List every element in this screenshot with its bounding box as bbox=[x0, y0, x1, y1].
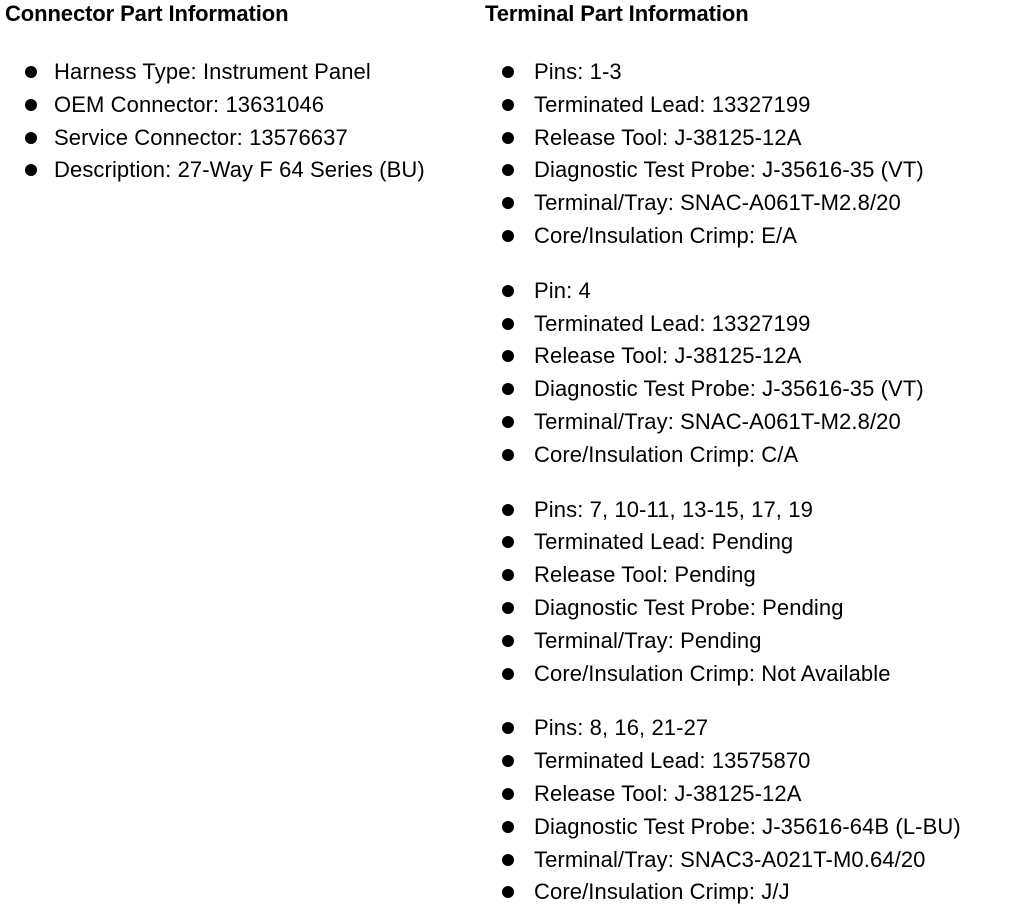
list-item-text: Core/Insulation Crimp: E/A bbox=[534, 222, 798, 248]
bullet-icon bbox=[502, 788, 514, 800]
list-item-text: Release Tool: J-38125-12A bbox=[534, 343, 802, 369]
list-item bbox=[485, 526, 1020, 559]
list-item-text: Diagnostic Test Probe: J-35616-35 (VT) bbox=[534, 376, 924, 402]
list-item bbox=[485, 745, 1020, 778]
list-item-text: Diagnostic Test Probe: J-35616-64B (L-BU) bbox=[534, 813, 961, 839]
list-item bbox=[5, 56, 475, 89]
terminal-group-2 bbox=[485, 275, 1020, 472]
list-item-text: Service Connector: 13576637 bbox=[54, 124, 348, 150]
bullet-icon bbox=[502, 602, 514, 614]
terminal-part-section bbox=[485, 0, 1020, 909]
terminal-group-1 bbox=[485, 56, 1020, 253]
bullet-icon bbox=[502, 230, 514, 242]
connector-part-heading: Connector Part Information bbox=[5, 1, 289, 26]
list-item-text: Terminal/Tray: SNAC-A061T-M2.8/20 bbox=[534, 408, 901, 434]
connector-part-section bbox=[5, 0, 475, 187]
bullet-icon bbox=[502, 755, 514, 767]
list-item bbox=[485, 406, 1020, 439]
bullet-icon bbox=[502, 449, 514, 461]
bullet-icon bbox=[25, 66, 37, 78]
list-item-text: OEM Connector: 13631046 bbox=[54, 91, 325, 117]
bullet-icon bbox=[502, 99, 514, 111]
bullet-icon bbox=[502, 383, 514, 395]
list-item bbox=[485, 494, 1020, 527]
list-item bbox=[485, 658, 1020, 691]
bullet-icon bbox=[502, 66, 514, 78]
terminal-group-3 bbox=[485, 494, 1020, 691]
list-item bbox=[485, 373, 1020, 406]
terminal-part-heading: Terminal Part Information bbox=[485, 1, 749, 26]
list-item-text: Core/Insulation Crimp: C/A bbox=[534, 441, 799, 467]
list-item bbox=[485, 439, 1020, 472]
list-item bbox=[485, 220, 1020, 253]
bullet-icon bbox=[502, 668, 514, 680]
list-item-text: Terminal/Tray: SNAC-A061T-M2.8/20 bbox=[534, 190, 901, 216]
list-item bbox=[5, 122, 475, 155]
list-item-text: Pins: 1-3 bbox=[534, 59, 622, 84]
bullet-icon bbox=[502, 132, 514, 144]
bullet-icon bbox=[25, 164, 37, 176]
list-item-text: Terminated Lead: 13327199 bbox=[534, 91, 811, 117]
bullet-icon bbox=[502, 821, 514, 833]
list-item bbox=[485, 592, 1020, 625]
bullet-icon bbox=[502, 416, 514, 428]
list-item-text: Pins: 8, 16, 21-27 bbox=[534, 715, 709, 741]
bullet-icon bbox=[25, 99, 37, 111]
bullet-icon bbox=[502, 722, 514, 734]
list-item bbox=[485, 844, 1020, 877]
list-item-text: Release Tool: J-38125-12A bbox=[534, 124, 802, 150]
terminal-group-4 bbox=[485, 712, 1020, 909]
list-item bbox=[485, 876, 1020, 909]
list-item-text: Diagnostic Test Probe: Pending bbox=[534, 594, 844, 620]
list-item-text: Core/Insulation Crimp: J/J bbox=[534, 879, 790, 905]
bullet-icon bbox=[502, 569, 514, 581]
list-item-text: Description: 27-Way F 64 Series (BU) bbox=[54, 157, 425, 183]
list-item bbox=[485, 712, 1020, 745]
connector-part-list bbox=[5, 56, 475, 187]
list-item bbox=[485, 275, 1020, 308]
bullet-icon bbox=[502, 285, 514, 297]
list-item bbox=[485, 559, 1020, 592]
list-item bbox=[485, 89, 1020, 122]
list-item-text: Terminal/Tray: SNAC3-A021T-M0.64/20 bbox=[534, 846, 926, 872]
list-item-text: Release Tool: Pending bbox=[534, 562, 756, 588]
bullet-icon bbox=[502, 635, 514, 647]
bullet-icon bbox=[502, 886, 514, 898]
list-item bbox=[485, 308, 1020, 341]
bullet-icon bbox=[502, 318, 514, 330]
list-item-text: Harness Type: Instrument Panel bbox=[54, 59, 371, 84]
list-item bbox=[485, 56, 1020, 89]
bullet-icon bbox=[502, 197, 514, 209]
list-item bbox=[485, 154, 1020, 187]
list-item-text: Core/Insulation Crimp: Not Available bbox=[534, 660, 891, 686]
list-item-text: Diagnostic Test Probe: J-35616-35 (VT) bbox=[534, 157, 924, 183]
list-item-text: Terminated Lead: Pending bbox=[534, 529, 794, 555]
list-item bbox=[5, 89, 475, 122]
bullet-icon bbox=[502, 504, 514, 516]
bullet-icon bbox=[502, 854, 514, 866]
list-item bbox=[485, 811, 1020, 844]
bullet-icon bbox=[25, 132, 37, 144]
list-item bbox=[485, 122, 1020, 155]
list-item-text: Terminated Lead: 13327199 bbox=[534, 310, 811, 336]
bullet-icon bbox=[502, 536, 514, 548]
list-item bbox=[5, 154, 475, 187]
list-item-text: Terminal/Tray: Pending bbox=[534, 627, 762, 653]
list-item-text: Terminated Lead: 13575870 bbox=[534, 748, 811, 774]
list-item bbox=[485, 340, 1020, 373]
bullet-icon bbox=[502, 350, 514, 362]
bullet-icon bbox=[502, 164, 514, 176]
list-item bbox=[485, 187, 1020, 220]
list-item-text: Release Tool: J-38125-12A bbox=[534, 780, 802, 806]
list-item-text: Pin: 4 bbox=[534, 277, 591, 303]
list-item bbox=[485, 778, 1020, 811]
list-item-text: Pins: 7, 10-11, 13-15, 17, 19 bbox=[534, 496, 813, 522]
list-item bbox=[485, 625, 1020, 658]
